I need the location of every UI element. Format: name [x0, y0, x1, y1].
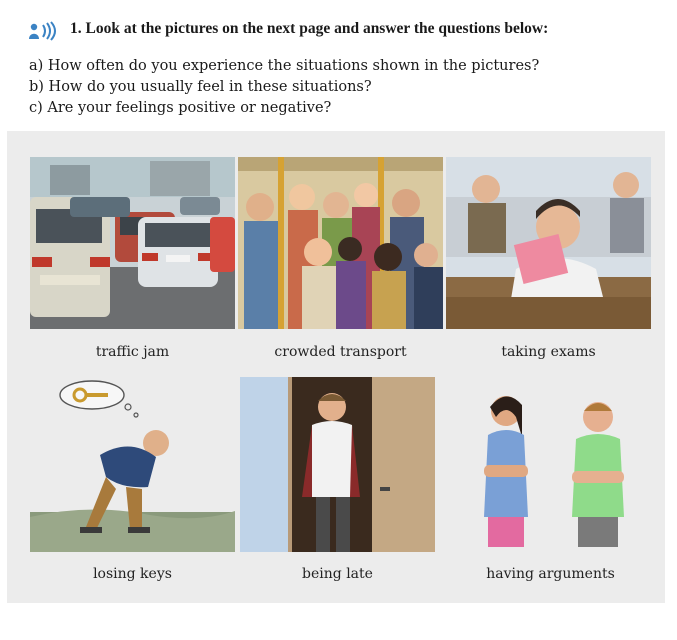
- exam-student-illustration: [446, 157, 651, 329]
- caption-traffic-jam: traffic jam: [95, 344, 170, 360]
- question-a: a) How often do you experience the situations shown in the pictures?: [29, 58, 540, 74]
- caption-taking-exams: taking exams: [501, 344, 596, 360]
- lost-keys-illustration: [30, 377, 235, 552]
- question-c: c) Are your feelings positive or negative?: [29, 100, 332, 116]
- caption-losing-keys: losing keys: [93, 566, 172, 582]
- question-list: [29, 56, 539, 119]
- being-late-picture: [240, 377, 435, 552]
- crowded-bus-illustration: [238, 157, 443, 329]
- exercise-header: [0, 0, 677, 125]
- late-at-door-illustration: [240, 377, 435, 552]
- traffic-jam-picture: [30, 157, 235, 329]
- traffic-jam-illustration: [30, 157, 235, 329]
- taking-exams-picture: [446, 157, 651, 329]
- caption-being-late: being late: [302, 566, 373, 582]
- caption-having-arguments: having arguments: [486, 566, 615, 582]
- audio-icon[interactable]: [28, 21, 62, 41]
- losing-keys-picture: [30, 377, 235, 552]
- argument-illustration: [448, 377, 653, 552]
- crowded-transport-picture: [238, 157, 443, 329]
- having-arguments-picture: [448, 377, 653, 552]
- caption-crowded-transport: crowded transport: [274, 344, 407, 360]
- task-title: 1. Look at the pictures on the next page and answer the questions below:: [70, 20, 549, 37]
- page-footer: [0, 603, 677, 640]
- question-b: b) How do you usually feel in these situations?: [29, 79, 372, 95]
